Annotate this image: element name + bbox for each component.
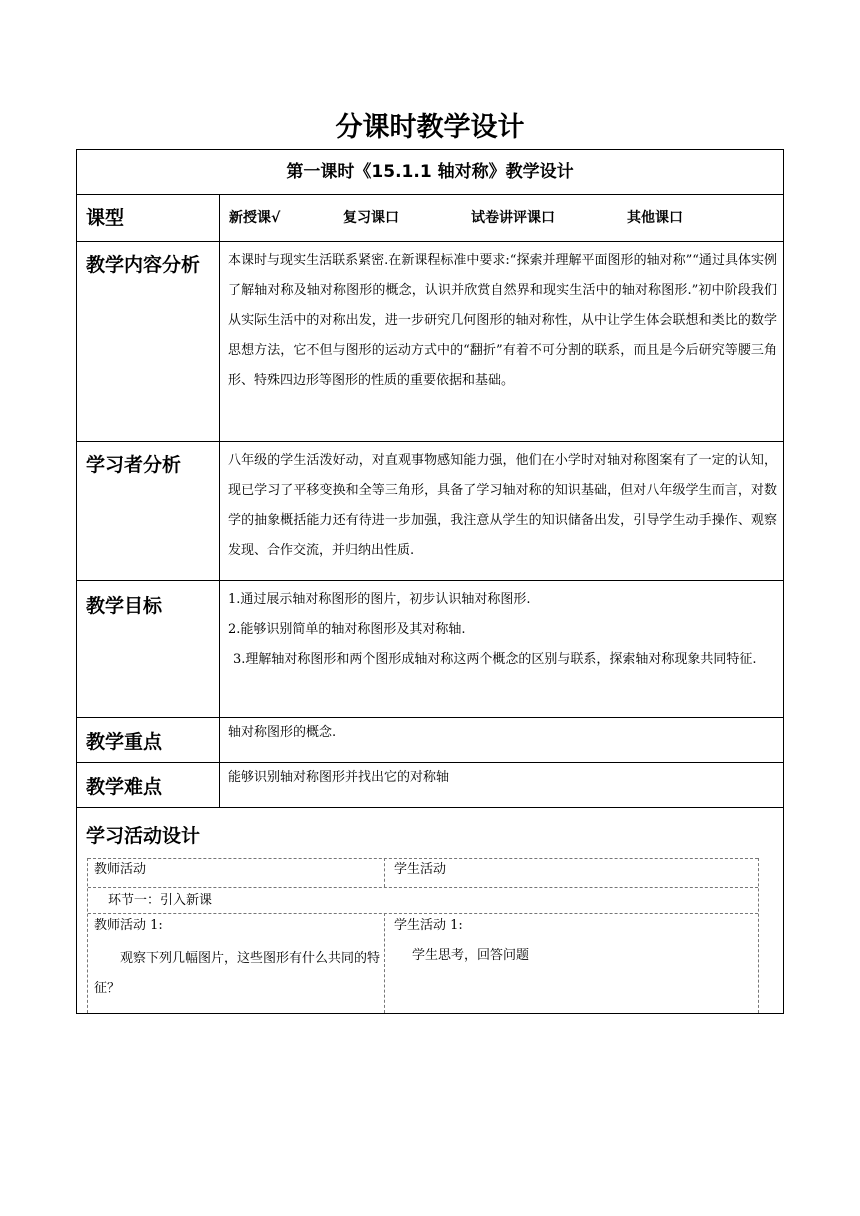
difficulty-row bbox=[77, 763, 783, 808]
student-activity-header: 学生活动 bbox=[394, 862, 447, 877]
key-point-text: 轴对称图形的概念. bbox=[228, 725, 337, 740]
teacher-activity-text: 观察下列几幅图片，这些图形有什么共同的特征？ bbox=[94, 951, 381, 996]
lesson-title-row bbox=[77, 150, 783, 195]
objectives-list bbox=[220, 581, 783, 717]
difficulty-text: 能够识别轴对称图形并找出它的对称轴 bbox=[228, 770, 450, 785]
content-analysis-row bbox=[77, 242, 783, 442]
divider bbox=[88, 887, 758, 888]
objective-item: 3.理解轴对称图形和两个图形成轴对称这两个概念的区别与联系，探索轴对称现象共同特征. bbox=[233, 652, 757, 667]
divider bbox=[384, 913, 385, 1013]
student-activity-text: 学生思考，回答问题 bbox=[412, 948, 530, 963]
key-point-label: 教学重点 bbox=[77, 718, 220, 762]
learner-analysis-label: 学习者分析 bbox=[77, 442, 220, 580]
objective-item: 2.能够识别简单的轴对称图形及其对称轴. bbox=[228, 622, 466, 637]
course-type-row bbox=[77, 195, 783, 242]
objectives-label: 教学目标 bbox=[77, 581, 220, 717]
objective-item: 1.通过展示轴对称图形的图片，初步认识轴对称图形. bbox=[228, 592, 531, 607]
course-type-option-review: 复习课口 bbox=[343, 210, 399, 226]
course-type-option-new: 新授课√ bbox=[229, 210, 281, 226]
content-analysis-text: 本课时与现实生活联系紧密.在新课程标准中要求:“探索并理解平面图形的轴对称”“通过具体实例了解轴对称及轴对称图形的概念，认识并欣赏自然界和现实生活中的轴对称图形.”初中阶段我们从实际生活中的对称出发，进一步研究几何图形的轴对称性，从中让学生体会联想和类比的数学思想方法，它不但与图形的运动方式中的“翻折”有着不可分割的联系，而且是今后研究等腰三角形、特殊四边形等图形的性质的重要依据和基础。 bbox=[228, 253, 777, 388]
course-type-label: 课型 bbox=[77, 195, 220, 241]
lesson-title: 第一课时《15.1.1 轴对称》教学设计 bbox=[286, 162, 574, 182]
difficulty-label: 教学难点 bbox=[77, 763, 220, 807]
teacher-activity-title: 教师活动 1: bbox=[94, 918, 163, 933]
course-type-option-exam-review: 试卷讲评课口 bbox=[471, 210, 555, 226]
activity-design-label: 学习活动设计 bbox=[86, 825, 201, 847]
lesson-design-table bbox=[76, 149, 784, 1014]
document-title: 分课时教学设计 bbox=[335, 112, 525, 143]
learner-analysis-text: 八年级的学生活泼好动，对直观事物感知能力强，他们在小学时对轴对称图案有了一定的认知，现已学习了平移变换和全等三角形，具备了学习轴对称的知识基础，但对八年级学生而言，对数学的抽象概括能力还有待进一步加强，我注意从学生的知识储备出发，引导学生动手操作、观察发现、合作交流，并归纳出性质. bbox=[228, 453, 777, 558]
objectives-row bbox=[77, 581, 783, 718]
course-type-option-other: 其他课口 bbox=[627, 210, 683, 226]
teacher-activity-header: 教师活动 bbox=[94, 862, 147, 877]
student-activity-title: 学生活动 1: bbox=[394, 918, 463, 933]
divider bbox=[384, 858, 385, 887]
content-analysis-label: 教学内容分析 bbox=[77, 242, 220, 441]
section-title: 环节一：引入新课 bbox=[108, 893, 213, 908]
divider bbox=[88, 913, 758, 914]
divider bbox=[88, 858, 758, 859]
activity-table bbox=[87, 858, 759, 1013]
key-point-row bbox=[77, 718, 783, 763]
learner-analysis-row bbox=[77, 442, 783, 581]
